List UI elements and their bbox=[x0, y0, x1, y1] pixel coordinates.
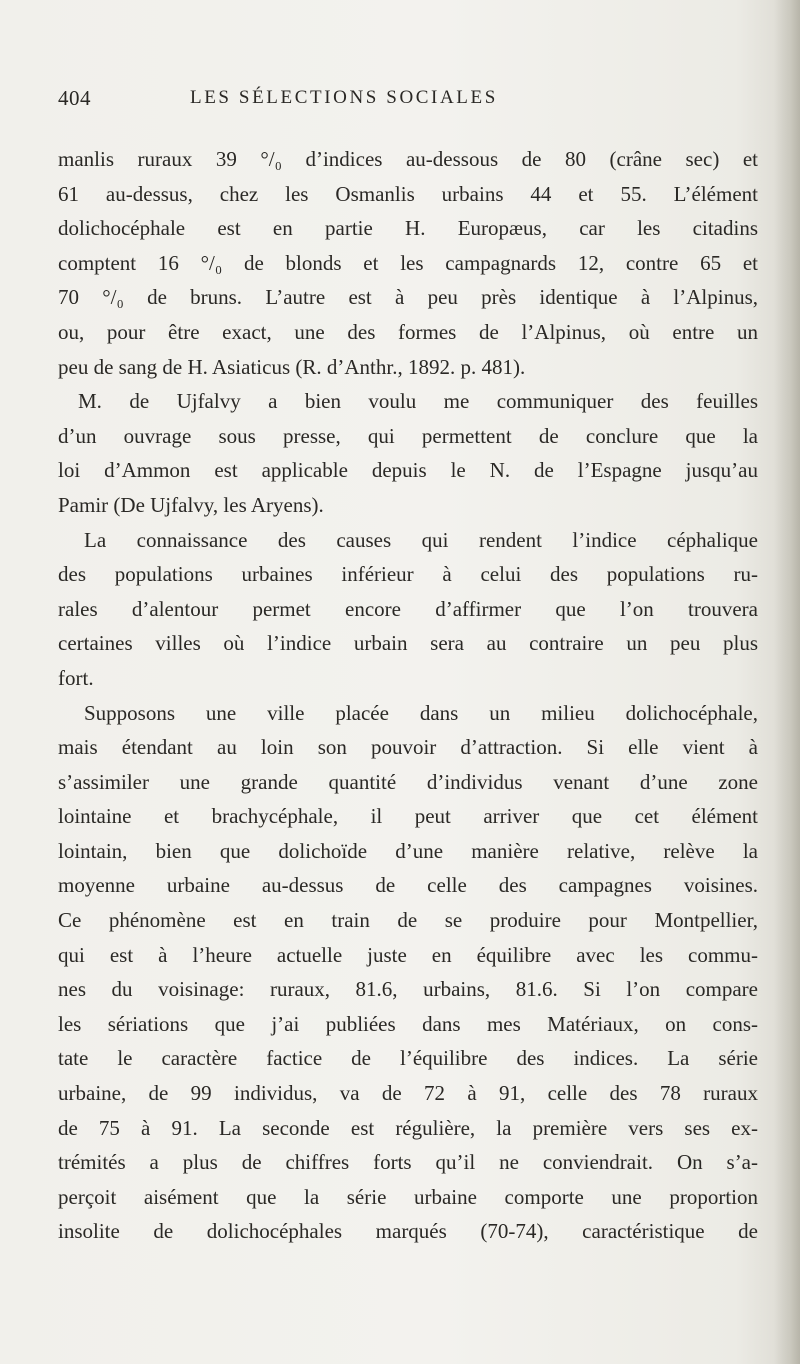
text-line: lointaine et brachycéphale, il peut arriver que cet élément bbox=[58, 804, 758, 829]
paragraph-start-line: La connaissance des causes qui rendent l’indice céphalique bbox=[84, 527, 758, 552]
text-line: dolichocéphale est en partie H. Europæus, car les citadins bbox=[58, 216, 758, 241]
text-line: loi d’Ammon est applicable depuis le N. de l’Espagne jusqu’au bbox=[58, 458, 758, 483]
text-line: tate le caractère factice de l’équilibre des indices. La série bbox=[58, 1046, 758, 1071]
text-line: moyenne urbaine au-dessus de celle des campagnes voisines. bbox=[58, 873, 758, 898]
text-line: urbaine, de 99 individus, va de 72 à 91, celle des 78 ruraux bbox=[58, 1081, 758, 1106]
text-line: Pamir (De Ujfalvy, les Aryens). bbox=[58, 492, 324, 517]
text-line: perçoit aisément que la série urbaine comporte une proportion bbox=[58, 1184, 758, 1209]
body-text bbox=[58, 142, 758, 1249]
text-line: des populations urbaines inférieur à celui des populations ru- bbox=[58, 562, 758, 587]
text-line: peu de sang de H. Asiaticus (R. d’Anthr., 1892. p. 481). bbox=[58, 354, 526, 379]
text-line: rales d’alentour permet encore d’affirmer que l’on trouvera bbox=[58, 596, 758, 621]
text-line: les sériations que j’ai publiées dans mes Matériaux, on cons- bbox=[58, 1011, 758, 1036]
page-number: 404 bbox=[58, 86, 91, 110]
paragraph-start-line: Supposons une ville placée dans un milieu dolichocéphale, bbox=[84, 700, 758, 725]
running-title: LES SÉLECTIONS SOCIALES bbox=[190, 87, 498, 108]
text-line: insolite de dolichocéphales marqués (70-74), caractéristique de bbox=[58, 1219, 758, 1244]
text-line: qui est à l’heure actuelle juste en équilibre avec les commu- bbox=[58, 942, 758, 967]
text-line: d’un ouvrage sous presse, qui permettent de conclure que la bbox=[58, 423, 758, 448]
page-edge-shadow bbox=[774, 0, 800, 1364]
text-line: ou, pour être exact, une des formes de l’Alpinus, où entre un bbox=[58, 319, 758, 344]
text-line: 61 au-dessus, chez les Osmanlis urbains 44 et 55. L’élément bbox=[58, 181, 758, 206]
text-line: certaines villes où l’indice urbain sera au contraire un peu plus bbox=[58, 631, 758, 656]
text-line: lointain, bien que dolichoïde d’une manière relative, relève la bbox=[58, 838, 758, 863]
text-line: Ce phénomène est en train de se produire pour Montpellier, bbox=[58, 908, 758, 933]
text-line: mais étendant au loin son pouvoir d’attraction. Si elle vient à bbox=[58, 735, 758, 760]
page-header bbox=[58, 86, 758, 116]
text-line: trémités a plus de chiffres forts qu’il ne conviendrait. On s’a- bbox=[58, 1150, 758, 1175]
text-line: s’assimiler une grande quantité d’individus venant d’une zone bbox=[58, 769, 758, 794]
paragraph-start-line: M. de Ujfalvy a bien voulu me communiquer des feuilles bbox=[78, 389, 758, 414]
text-line: comptent 16 °/₀ de blonds et les campagnards 12, contre 65 et bbox=[58, 250, 758, 275]
text-line: de 75 à 91. La seconde est régulière, la première vers ses ex- bbox=[58, 1115, 758, 1140]
text-line: manlis ruraux 39 °/₀ d’indices au-dessous de 80 (crâne sec) et bbox=[58, 147, 758, 171]
text-line: fort. bbox=[58, 665, 94, 690]
text-line: 70 °/₀ de bruns. L’autre est à peu près identique à l’Alpinus, bbox=[58, 285, 758, 310]
text-line: nes du voisinage: ruraux, 81.6, urbains, 81.6. Si l’on compare bbox=[58, 977, 758, 1002]
